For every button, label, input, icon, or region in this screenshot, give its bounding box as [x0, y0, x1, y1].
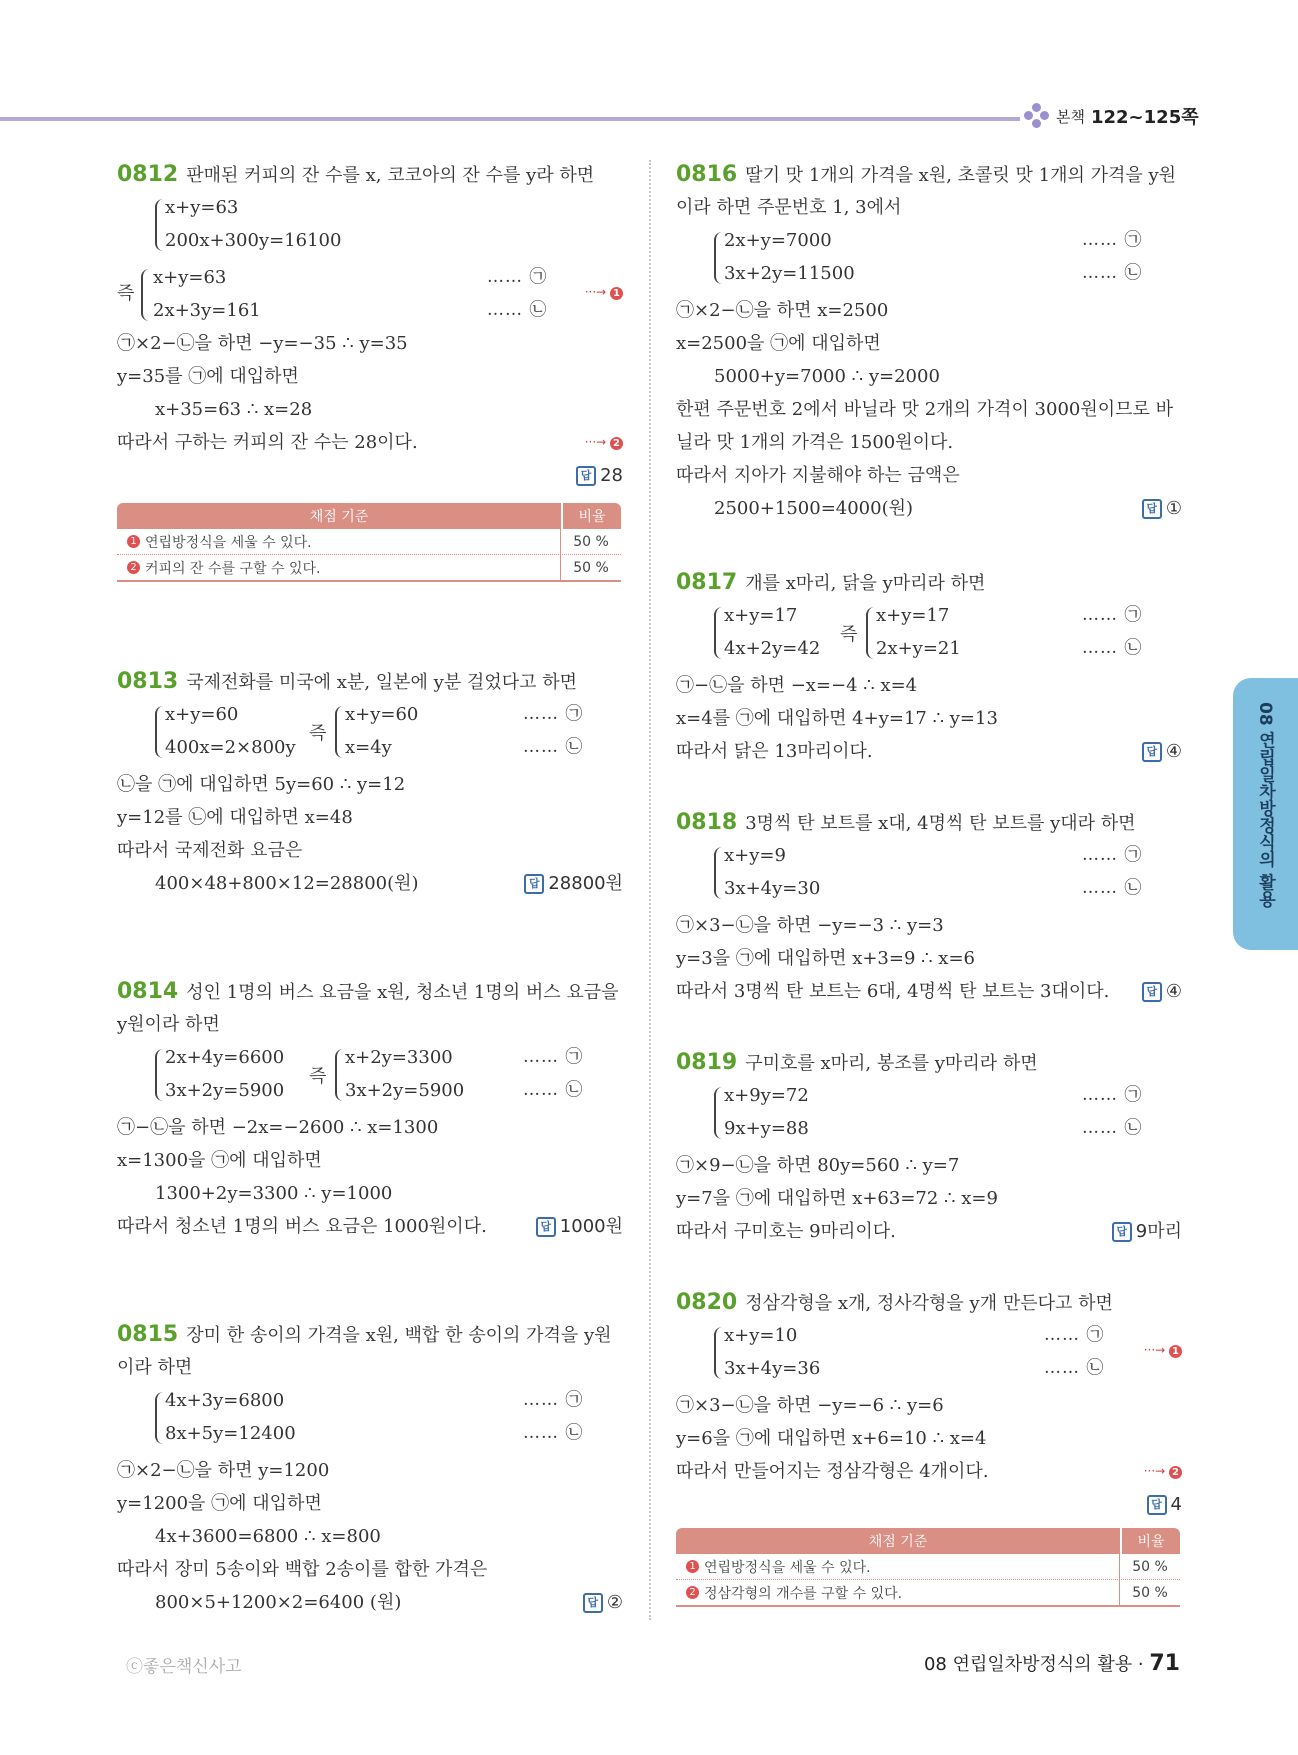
solution-step: x=2500을 ㉠에 대입하면	[676, 333, 881, 354]
answer-icon: 답	[1147, 1495, 1167, 1515]
equation: 2x+3y=161	[153, 300, 261, 321]
problem-number: 0818	[676, 810, 738, 835]
problem-intro: 딸기 맛 1개의 가격을 x원, 초콜릿 맛 1개의 가격을 y원	[745, 165, 1177, 186]
problem-intro: 성인 1명의 버스 요금을 x원, 청소년 1명의 버스 요금을	[186, 982, 619, 1003]
answer: 답 ④	[1142, 975, 1182, 1008]
step-marker: ···→ 1	[1144, 1334, 1182, 1367]
scoring-row: 1 연립방정식을 세울 수 있다. 50 %	[676, 1554, 1180, 1580]
equation: x+2y=3300	[345, 1047, 453, 1068]
equation: 2x+y=7000	[724, 230, 832, 251]
solution-step: x=4를 ㉠에 대입하면 4+y=17 ∴ y=13	[676, 708, 998, 729]
equation: 3x+4y=36	[724, 1358, 821, 1379]
equation: 200x+300y=16100	[165, 230, 342, 251]
equation: x+y=63	[153, 267, 227, 288]
chapter-tab-label: 08 연립일차방정식의 활용	[1255, 702, 1275, 908]
equation: x+y=60	[165, 704, 239, 725]
equation-tag: …… ㉠	[487, 267, 548, 287]
equation: 400x=2×800y	[165, 737, 296, 758]
solution-step: y=12를 ㉡에 대입하면 x=48	[117, 807, 353, 828]
solution-step: x=1300을 ㉠에 대입하면	[117, 1150, 322, 1171]
problem-intro: 개를 x마리, 닭을 y마리라 하면	[745, 573, 986, 594]
jeuk-label: 즉	[840, 624, 858, 645]
problem-number: 0812	[117, 162, 179, 187]
equation: 4x+2y=42	[724, 638, 821, 659]
chapter-title: 08 연립일차방정식의 활용	[923, 1654, 1133, 1675]
equation: 3x+2y=5900	[165, 1080, 285, 1101]
solution-step: 5000+y=7000 ∴ y=2000	[714, 366, 940, 387]
solution-step: ㉠−㉡을 하면 −x=−4 ∴ x=4	[676, 675, 918, 696]
equation-tag: …… ㉡	[1082, 263, 1143, 283]
equation-tag: …… ㉡	[523, 1080, 584, 1100]
page-footer: 08 연립일차방정식의 활용 · 71	[923, 1651, 1180, 1676]
solution-step: ㉠×2−㉡을 하면 −y=−35 ∴ y=35	[117, 333, 408, 354]
problem-intro: 장미 한 송이의 가격을 x원, 백합 한 송이의 가격을 y원	[186, 1325, 612, 1346]
reference-pages: 122~125쪽	[1090, 107, 1199, 128]
equation: x+y=10	[724, 1325, 798, 1346]
solution-step: y=1200을 ㉠에 대입하면	[117, 1493, 322, 1514]
scoring-header: 채점 기준	[676, 1528, 1120, 1554]
solution-step: y=3을 ㉠에 대입하면 x+3=9 ∴ x=6	[676, 948, 975, 969]
equation-tag: …… ㉠	[1082, 845, 1143, 865]
solution-step: ㉠×9−㉡을 하면 80y=560 ∴ y=7	[676, 1155, 960, 1176]
chapter-tab[interactable]	[1233, 678, 1298, 950]
solution-step: x+35=63 ∴ x=28	[155, 399, 313, 420]
solution-step: ㉠×3−㉡을 하면 −y=−6 ∴ y=6	[676, 1395, 944, 1416]
step-marker: ···→ 1	[585, 276, 623, 309]
equation: x+y=17	[876, 605, 950, 626]
scoring-table	[676, 1528, 1180, 1607]
answer-icon: 답	[1142, 742, 1162, 762]
problem-intro-cont: 이라 하면	[117, 1357, 193, 1378]
equation-tag: …… ㉠	[523, 1047, 584, 1067]
solution-step: ㉡을 ㉠에 대입하면 5y=60 ∴ y=12	[117, 774, 406, 795]
solution-step: 따라서 만들어지는 정삼각형은 4개이다.	[676, 1461, 989, 1482]
equation-tag: …… ㉡	[487, 300, 548, 320]
problem-number: 0815	[117, 1322, 179, 1347]
solution-step: ㉠×3−㉡을 하면 −y=−3 ∴ y=3	[676, 915, 944, 936]
equation-tag: …… ㉠	[1082, 230, 1143, 250]
equation: x+y=9	[724, 845, 786, 866]
step-marker: ···→ 2	[585, 426, 623, 459]
problem-number: 0817	[676, 570, 738, 595]
column-divider	[649, 160, 651, 1620]
equation-tag: …… ㉠	[523, 1390, 584, 1410]
jeuk-label: 즉	[309, 1066, 327, 1087]
equation-tag: …… ㉠	[1082, 605, 1143, 625]
problem-intro: 구미호를 x마리, 봉조를 y마리라 하면	[745, 1053, 1038, 1074]
answer: 답 ④	[1142, 735, 1182, 768]
scoring-table	[117, 503, 621, 582]
problem-number: 0814	[117, 979, 179, 1004]
solution-step: 따라서 구미호는 9마리이다.	[676, 1221, 896, 1242]
problem-intro: 국제전화를 미국에 x분, 일본에 y분 걸었다고 하면	[186, 672, 577, 693]
problem-0814	[117, 975, 623, 1243]
problem-intro: 정삼각형을 x개, 정사각형을 y개 만든다고 하면	[745, 1293, 1113, 1314]
problem-0812	[117, 158, 623, 492]
jeuk-label: 즉	[309, 723, 327, 744]
solution-step: 따라서 3명씩 탄 보트는 6대, 4명씩 탄 보트는 3대이다.	[676, 981, 1110, 1002]
problem-number: 0819	[676, 1050, 738, 1075]
answer: 답 28	[576, 459, 623, 492]
solution-step: 한편 주문번호 2에서 바닐라 맛 2개의 가격이 3000원이므로 바	[676, 399, 1174, 420]
problem-intro-cont: y원이라 하면	[117, 1014, 220, 1035]
answer-icon: 답	[583, 1593, 603, 1613]
solution-step: y=35를 ㉠에 대입하면	[117, 366, 299, 387]
ratio-header: 비율	[1122, 1528, 1180, 1554]
reference-label: 본책	[1056, 107, 1085, 126]
problem-intro: 판매된 커피의 잔 수를 x, 코코아의 잔 수를 y라 하면	[186, 165, 595, 186]
answer-icon: 답	[1142, 982, 1162, 1002]
equation: 2x+4y=6600	[165, 1047, 285, 1068]
problem-number: 0813	[117, 669, 179, 694]
equation-tag: …… ㉡	[1082, 638, 1143, 658]
answer: 답 1000원	[536, 1210, 623, 1243]
equation: 8x+5y=12400	[165, 1423, 296, 1444]
answer-icon: 답	[1112, 1222, 1132, 1242]
page-reference	[1020, 103, 1203, 129]
equation: 3x+2y=11500	[724, 263, 855, 284]
solution-step: ㉠−㉡을 하면 −2x=−2600 ∴ x=1300	[117, 1117, 439, 1138]
solution-step: ㉠×2−㉡을 하면 y=1200	[117, 1460, 330, 1481]
answer: 답 ①	[1142, 492, 1182, 525]
solution-step: 1300+2y=3300 ∴ y=1000	[155, 1183, 393, 1204]
solution-step: ㉠×2−㉡을 하면 x=2500	[676, 300, 889, 321]
solution-step: 따라서 구하는 커피의 잔 수는 28이다.	[117, 432, 418, 453]
solution-step: 따라서 지아가 지불해야 하는 금액은	[676, 465, 960, 486]
problem-0817	[676, 566, 1182, 768]
ratio-header: 비율	[563, 503, 621, 529]
equation: x+9y=72	[724, 1085, 809, 1106]
equation-tag: …… ㉠	[523, 704, 584, 724]
problem-intro-cont: 이라 하면 주문번호 1, 3에서	[676, 197, 902, 218]
scoring-row: 2 정삼각형의 개수를 구할 수 있다. 50 %	[676, 1580, 1180, 1607]
equation: 4x+3y=6800	[165, 1390, 285, 1411]
equation: x+y=63	[165, 197, 239, 218]
problem-number: 0820	[676, 1290, 738, 1315]
solution-step: 따라서 국제전화 요금은	[117, 840, 303, 861]
equation: x+y=60	[345, 704, 419, 725]
problem-0819	[676, 1046, 1182, 1248]
scoring-row: 2 커피의 잔 수를 구할 수 있다. 50 %	[117, 555, 621, 582]
solution-step: 800×5+1200×2=6400 (원)	[155, 1592, 402, 1613]
problem-0820	[676, 1286, 1182, 1521]
solution-step: 따라서 닭은 13마리이다.	[676, 741, 873, 762]
problem-0816	[676, 158, 1182, 525]
answer: 답 9마리	[1112, 1215, 1182, 1248]
problem-number: 0816	[676, 162, 738, 187]
equation: x=4y	[345, 737, 392, 758]
answer-icon: 답	[1142, 499, 1162, 519]
problem-0815	[117, 1318, 623, 1619]
problem-intro: 3명씩 탄 보트를 x대, 4명씩 탄 보트를 y대라 하면	[745, 813, 1136, 834]
flower-icon	[1024, 103, 1050, 129]
answer: 답 28800원	[524, 867, 623, 900]
solution-step: 4x+3600=6800 ∴ x=800	[155, 1526, 381, 1547]
answer-icon: 답	[524, 874, 544, 894]
equation: x+y=17	[724, 605, 798, 626]
scoring-header: 채점 기준	[117, 503, 561, 529]
step-marker: ···→ 2	[1144, 1455, 1182, 1488]
equation-tag: …… ㉠	[1044, 1325, 1105, 1345]
jeuk-label: 즉	[117, 283, 135, 304]
equation: 3x+2y=5900	[345, 1080, 465, 1101]
equation-tag: …… ㉡	[1082, 1118, 1143, 1138]
solution-step: 닐라 맛 1개의 가격은 1500원이다.	[676, 432, 954, 453]
answer-icon: 답	[576, 466, 596, 486]
equation-tag: …… ㉠	[1082, 1085, 1143, 1105]
solution-step: 400×48+800×12=28800(원)	[155, 873, 419, 894]
publisher: ⓒ좋은책신사고	[126, 1657, 242, 1677]
header-rule	[0, 117, 1020, 121]
page-number: 71	[1149, 1651, 1180, 1676]
solution-step: 따라서 청소년 1명의 버스 요금은 1000원이다.	[117, 1216, 487, 1237]
problem-0818	[676, 806, 1182, 1008]
solution-step: 따라서 장미 5송이와 백합 2송이를 합한 가격은	[117, 1559, 488, 1580]
equation-tag: …… ㉡	[523, 1423, 584, 1443]
equation: 2x+y=21	[876, 638, 961, 659]
equation-tag: …… ㉡	[523, 737, 584, 757]
equation: 3x+4y=30	[724, 878, 821, 899]
problem-0813	[117, 665, 623, 900]
answer-icon: 답	[536, 1217, 556, 1237]
answer: 답 ②	[583, 1586, 623, 1619]
solution-step: y=6을 ㉠에 대입하면 x+6=10 ∴ x=4	[676, 1428, 987, 1449]
answer: 답 4	[1147, 1488, 1182, 1521]
solution-step: 2500+1500=4000(원)	[714, 498, 914, 519]
equation-tag: …… ㉡	[1044, 1358, 1105, 1378]
equation: 9x+y=88	[724, 1118, 809, 1139]
equation-tag: …… ㉡	[1082, 878, 1143, 898]
solution-step: y=7을 ㉠에 대입하면 x+63=72 ∴ x=9	[676, 1188, 998, 1209]
scoring-row: 1 연립방정식을 세울 수 있다. 50 %	[117, 529, 621, 555]
